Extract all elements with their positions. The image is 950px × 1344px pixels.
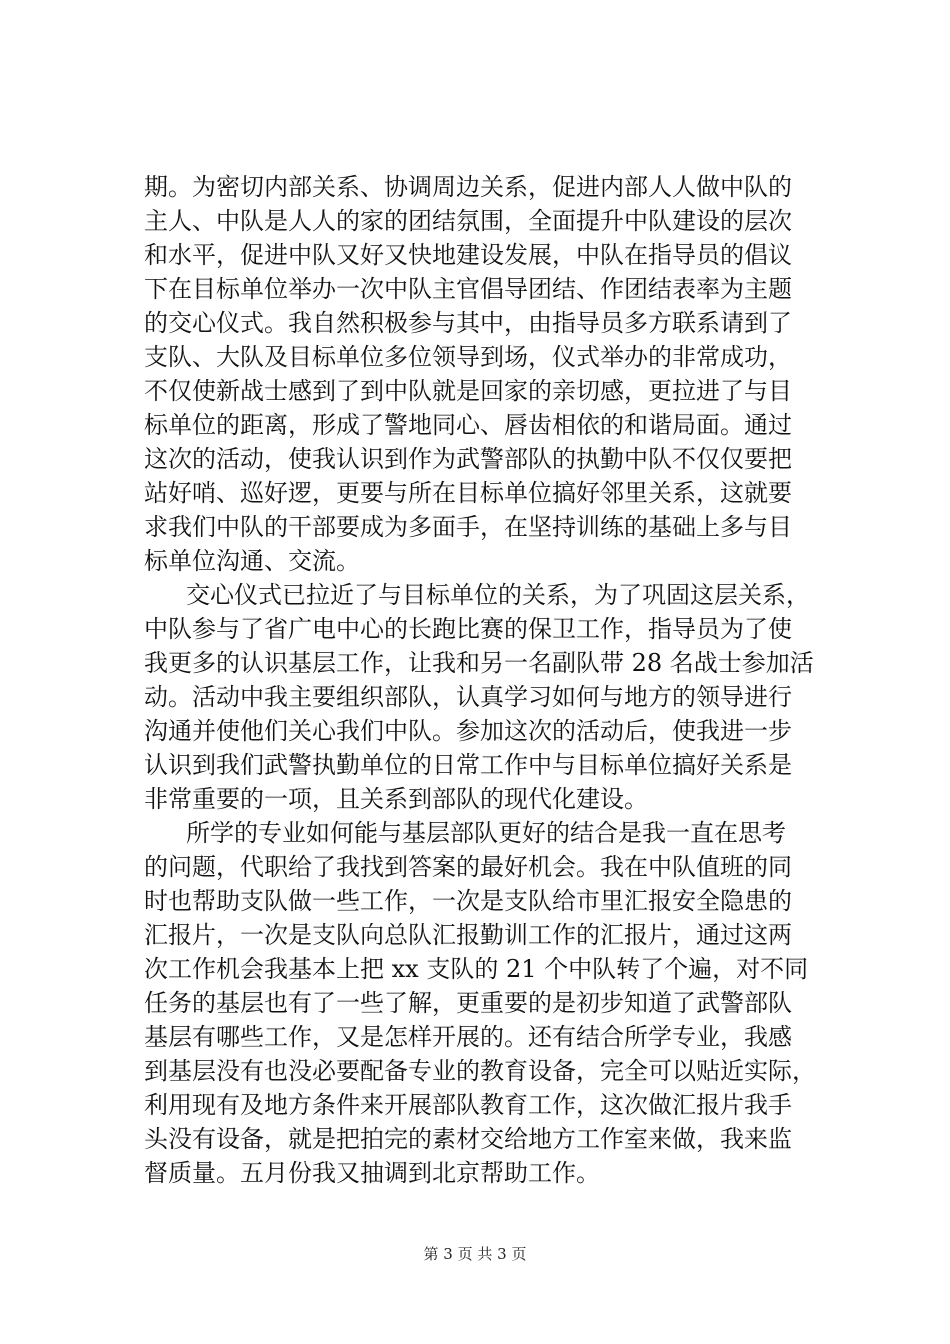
text-line: 认识到我们武警执勤单位的日常工作中与目标单位搞好关系是 (144, 751, 792, 779)
paragraph-2 (144, 578, 814, 816)
text-line: 的问题，代职给了我找到答案的最好机会。我在中队值班的同 (144, 853, 792, 881)
text-line: 我更多的认识基层工作，让我和另一名副队带 28 名战士参加活 (144, 649, 814, 677)
paragraph-1 (144, 170, 814, 578)
page-number: 第 3 页 共 3 页 (423, 1245, 527, 1263)
text-line: 下在目标单位举办一次中队主官倡导团结、作团结表率为主题 (144, 275, 792, 303)
text-line: 这次的活动，使我认识到作为武警部队的执勤中队不仅仅要把 (144, 445, 792, 473)
text-line: 和水平，促进中队又好又快地建设发展，中队在指导员的倡议 (144, 241, 792, 269)
text-line: 次工作机会我基本上把 xx 支队的 21 个中队转了个遍，对不同 (144, 955, 809, 983)
text-line: 期。为密切内部关系、协调周边关系，促进内部人人做中队的 (144, 173, 792, 201)
text-line: 基层有哪些工作，又是怎样开展的。还有结合所学专业，我感 (144, 1023, 792, 1051)
text-line: 中队参与了省广电中心的长跑比赛的保卫工作，指导员为了使 (144, 615, 792, 643)
text-line: 非常重要的一项，且关系到部队的现代化建设。 (144, 785, 648, 813)
text-line: 标单位的距离，形成了警地同心、唇齿相依的和谐局面。通过 (144, 411, 792, 439)
text-line: 督质量。五月份我又抽调到北京帮助工作。 (144, 1159, 600, 1187)
text-line: 头没有设备，就是把拍完的素材交给地方工作室来做，我来监 (144, 1125, 792, 1153)
text-line: 任务的基层也有了一些了解，更重要的是初步知道了武警部队 (144, 989, 792, 1017)
text-line: 的交心仪式。我自然积极参与其中，由指导员多方联系请到了 (144, 309, 792, 337)
text-line: 汇报片，一次是支队向总队汇报勤训工作的汇报片，通过这两 (144, 921, 792, 949)
text-line: 站好哨、巡好逻，更要与所在目标单位搞好邻里关系，这就要 (144, 479, 792, 507)
text-line: 标单位沟通、交流。 (144, 547, 360, 575)
text-line: 利用现有及地方条件来开展部队教育工作，这次做汇报片我手 (144, 1091, 792, 1119)
text-line: 求我们中队的干部要成为多面手，在坚持训练的基础上多与目 (144, 513, 792, 541)
paragraph-3 (144, 816, 814, 1190)
text-line: 动。活动中我主要组织部队，认真学习如何与地方的领导进行 (144, 683, 792, 711)
text-line: 支队、大队及目标单位多位领导到场，仪式举办的非常成功， (144, 343, 792, 371)
text-line: 所学的专业如何能与基层部队更好的结合是我一直在思考 (186, 819, 786, 847)
page-footer (0, 1244, 950, 1264)
text-line: 交心仪式已拉近了与目标单位的关系，为了巩固这层关系， (186, 581, 810, 609)
text-line: 时也帮助支队做一些工作，一次是支队给市里汇报安全隐患的 (144, 887, 792, 915)
text-line: 不仅使新战士感到了到中队就是回家的亲切感，更拉进了与目 (144, 377, 792, 405)
document-body (144, 170, 814, 1190)
text-line: 沟通并使他们关心我们中队。参加这次的活动后，使我进一步 (144, 717, 792, 745)
text-line: 到基层没有也没必要配备专业的教育设备，完全可以贴近实际， (144, 1057, 816, 1085)
text-line: 主人、中队是人人的家的团结氛围，全面提升中队建设的层次 (144, 207, 792, 235)
